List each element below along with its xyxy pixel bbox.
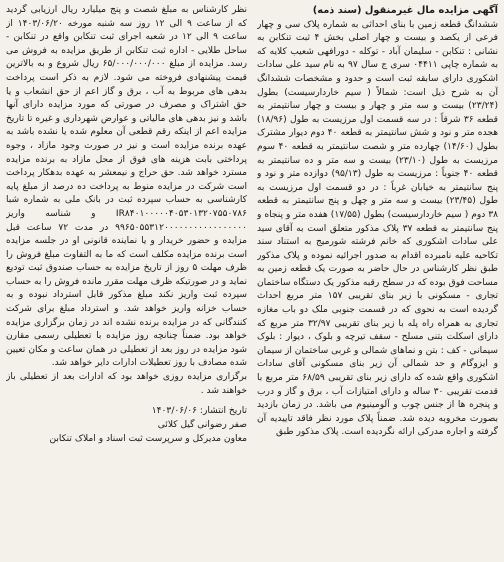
right-column-body: ششدانگ قطعه زمین با بنای احداثی به شماره پلاک سی و چهار فرعی از یکصد و بیست و چهار اصلی بخش ۴ ثبت تنکابن به نشانی : تنکابن - سلیمان آباد - توکله - دورافهی شعیب کلایه که به شماره چاپی ۰۴۴۱۱ سری ج سال ۹۷ به نام سید علی سادات اشکوری دارای سابقه ثبت است و حدود و مشخصات ششدانگ آن به شرح ذیل است: شمالاً ( سیم خاردارسیست) بطول (۲۳/۲۴) بیست و سه متر و چهار و بیست و چهار سانتیمتر به قطعه ۳۶ شرقاً : در سه قسمت اول مرزیست به طول (۱۸/۹۶) هجده متر و نود و شش سانتیمتر به قطعه ۴۰ دوم دیوار مشترک بطول (۱۴/۶۰) چهارده متر و شصت سانتیمتر به قطعه ۴۰ سوم مرزیست به طول (۲۳/۱۰) بیست و سه متر و ده سانتیمتر به قطعه ۴۰ جنوباً : مرزیست به طول (۹۵/۱۳) دوازده متر و نود و پنج سانتیمتر به خیابان غرباً : در دو قسمت اول مرزیست به طول (۲۳/۴۵) بیست و سه متر و چهل و پنج سانتیمتر به قطعه ۳۸ دوم ( سیم خاردارسیست) بطول (۱۷/۵۵) هفده متر و پنجاه و پنج سانتیمتر به قطعه ۳۷ پلاک مذکور متعلق است به آقای سید علی سادات اشکوری که خانم فرشته شورمیج به استناد سند تکاحیه علیه نامبرده اقدام به صدور اجرائیه نموده و پلاک مذکور طبق نظر کارشناس در حال حاضر به صورت یک قطعه زمین به مساحت فوق بوده که در سطح رقبه مذکور یک دستگاه ساختمان تجاری - مسکونی با زیر بنای تقریبی ۱۵۷ متر مربع احداث گردیده است به نحوی که در قسمت جنوبی ملک دو باب مغازه تجاری به همراه راه پله با زیر بنای تقریبی ۳۲/۹۷ متر مربع که دارای اسکلت بتنی مسلح - سقف تیرچه و بلوک ، دیوار : بلوک سیمانی - کف : بتن و نماهای شمالی و غربی ساختمان از سیمان و ایزوگام و حد شمالی آن زیر بنای مسکونی آقای سادات اشکوری واقع شده که دارای زیر بنای تقریبی ۶۸/۵۹ متر مربع با قدمت تقریبی ۳۰ ساله و دارای امتیازات آب ، برق و گاز و درب و پنجره ها از جنس چوب و آلومینیوم می باشد. در زمان بازدید بصورت مخروبه دیده شد. ضمناً پلاک مورد نظر فاقد تاییدیه آن گرفته و اجاره مدرکی ارائه نگردیده است. پلاک مذکور طبق [257, 19, 498, 438]
notice-title: آگهی مزایده مال غیرمنقول (سند ذمه) [312, 5, 498, 16]
signature-block [6, 404, 247, 446]
publication-date: تاریخ انتشار: ۱۴۰۳/۰۶/۰۶ [151, 406, 247, 417]
signer-name: صفر رضوانی گیل کلائی [157, 420, 247, 431]
left-column [6, 4, 247, 562]
left-column-body: نظر کارشناس به مبلغ شصت و پنج میلیارد ریال ارزیابی گردید که از ساعت ۹ الی ۱۲ روز سه شنبه مورخه ۱۴۰۳/۰۶/۲۰ از ساعت ۹ الی ۱۲ در شعبه اجرای ثبت تنکابن واقع در تنکابن - ساحل طلایی - اداره ثبت تنکابن از طریق مزایده به فروش می رسد. مزایده از مبلغ ۶۵/۰۰۰/۰۰۰/۰۰۰ ریال شروع و به بالاترین قیمت پیشنهادی فروخته می شود. لازم به ذکر است پرداخت بدهی های مربوط به آب ، برق و گاز اعم از حق انشعاب و یا حق اشتراک و مصرف در صورتی که مورد مزایده دارای آنها باشد و نیز بدهی های مالیاتی و عوارض شهرداری و غیره تا تاریخ مزایده اعم از اینکه رقم قطعی آن معلوم شده یا نشده باشد به عهده برنده مزایده است و نیز در صورت وجود مازاد ، وجوه پرداختی بابت هزینه های فوق از محل مازاد به برنده مزایده مسترد خواهد شد. حق حراج و نیمعشر به عهده بدهکار پرداخت است شرکت در مزایده منوط به پرداخت ده درصد از مبلغ پایه کارشناسی به حساب سپرده ثبت در بانک ملی به شماره شبا IR۸۴۰۱۰۰۰۰۰۴۰۵۳۰۱۳۲۰۷۵۵۰۷۸۶ و شناسه واریز ۹۹۶۵۰۵۵۳۱۲۰۰۰۰۰۰۰۰۰۰۰۰۰۰۰۰۰ در مدت ۷۲ ساعت قبل مزایده و حضور خریدار و یا نماینده قانونی او در جلسه مزایده است برنده مزایده مکلف است که ما به التفاوت مبلغ فروش را ظرف مهلت ۵ روز از تاریخ مزایده به حساب صندوق ثبت تودیع نماید و در صورتیکه ظرف مهلت مقرر مانده فروش را به حساب سپرده ثبت واریز نکند مبلغ مذکور قابل استرداد نبوده و به حساب خزانه واریز خواهد شد. و استرداد مبلغ برای شرکت کنندگانی که در مزایده برنده نشده اند در زمان برگزاری مزایده خواهد بود. ضمناً چنانچه روز مزایده با تعطیلی رسمی مقارن شود مزایده در روز بعد از تعطیلی در همان ساعت و مکان تعیین شده مصادف با روز تعطیلات ادارات دایر خواهد شد. [6, 5, 247, 369]
right-column [257, 4, 498, 562]
signer-title: معاون مدیرکل و سرپرست ثبت اسناد و املاک تنکابن [49, 434, 247, 445]
left-column-body-continued: برگزاری مزایده روزی خواهد بود که ادارات بعد از تعطیلی باز خواهند شد . [6, 372, 247, 396]
